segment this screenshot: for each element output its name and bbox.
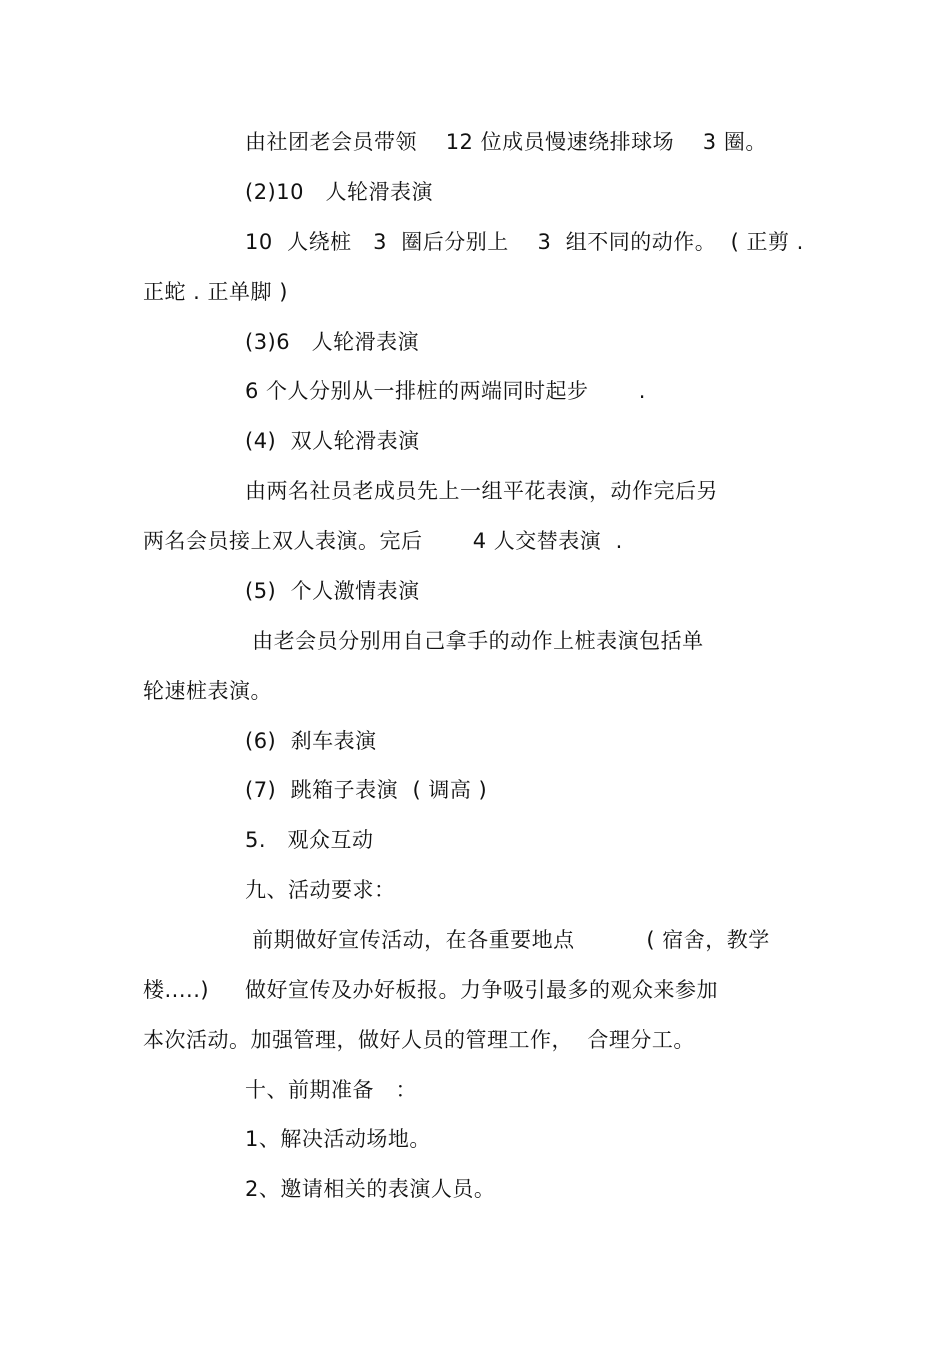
text-line-22: 2、邀请相关的表演人员。 <box>245 1177 496 1201</box>
text-line-18: 楼.....) 做好宣传及办好板报。力争吸引最多的观众来参加 <box>143 978 718 1002</box>
text-line-20: 十、前期准备 ： <box>245 1078 418 1102</box>
text-line-13: (6) 刹车表演 <box>245 729 377 753</box>
text-line-6: 6 个人分别从一排桩的两端同时起步 . <box>245 379 646 403</box>
text-line-21: 1、解决活动场地。 <box>245 1127 431 1151</box>
text-line-7: (4) 双人轮滑表演 <box>245 429 420 453</box>
text-line-16: 九、活动要求： <box>245 878 396 902</box>
text-line-15: 5. 观众互动 <box>245 828 374 852</box>
text-line-3: 10 人绕桩 3 圈后分别上 3 组不同的动作。 ( 正剪 . <box>245 230 804 254</box>
text-line-4: 正蛇 . 正单脚 ) <box>143 280 288 304</box>
text-line-1: 由社团老会员带领 12 位成员慢速绕排球场 3 圈。 <box>245 130 767 154</box>
text-line-19: 本次活动。加强管理，做好人员的管理工作， 合理分工。 <box>143 1028 695 1052</box>
text-line-9: 两名会员接上双人表演。完后 4 人交替表演 . <box>143 529 623 553</box>
text-line-12: 轮速桩表演。 <box>143 679 272 703</box>
text-line-10: (5) 个人激情表演 <box>245 579 420 603</box>
text-line-14: (7) 跳箱子表演 ( 调高 ) <box>245 778 488 802</box>
text-line-2: (2)10 人轮滑表演 <box>245 180 433 204</box>
text-line-11: 由老会员分别用自己拿手的动作上桩表演包括单 <box>245 629 704 653</box>
text-line-5: (3)6 人轮滑表演 <box>245 330 420 354</box>
text-line-17: 前期做好宣传活动，在各重要地点 ( 宿舍，教学 <box>245 928 770 952</box>
text-line-8: 由两名社员老成员先上一组平花表演，动作完后另 <box>245 479 718 503</box>
